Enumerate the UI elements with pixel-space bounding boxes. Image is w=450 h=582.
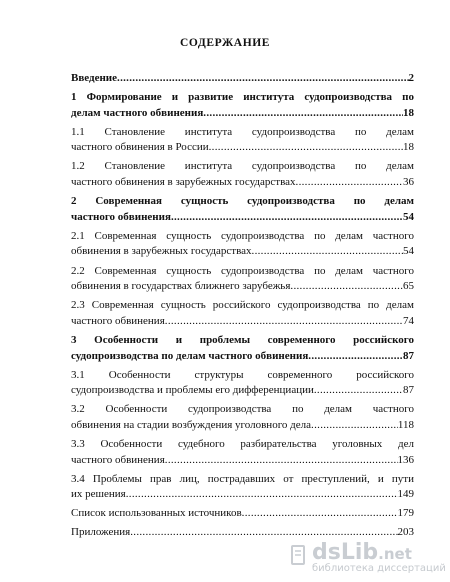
toc-leader-dots: [203, 106, 403, 122]
toc-entry: [71, 159, 414, 190]
toc-entry-text: судопроизводства по делам частного обвинения: [71, 349, 309, 362]
toc-leader-dots: [311, 418, 398, 434]
page-title: СОДЕРЖАНИЕ: [179, 37, 271, 49]
toc-entry-last-line: [71, 453, 414, 469]
toc-leader-dots: [165, 453, 398, 469]
toc-entry-text: 2 Современная сущность судопроизводства по делам: [71, 195, 414, 208]
toc-leader-dots: [130, 525, 397, 541]
toc-entry: [71, 90, 414, 121]
toc-page-number: 65: [403, 280, 414, 293]
watermark-logo-net: .net: [378, 545, 412, 563]
toc-entry: [71, 194, 414, 225]
toc-entry-text: 1.1 Становление института судопроизводства по делам: [71, 125, 414, 138]
toc-page-number: 36: [403, 176, 414, 189]
toc-entry-text: обвинения на стадии возбуждения уголовного дела: [71, 418, 312, 431]
watermark-logo-ds: ds: [312, 540, 341, 565]
toc-entry: [71, 506, 414, 522]
watermark-logo-lib: Lib: [340, 540, 379, 565]
toc-entry-text: 2.2 Современная сущность судопроизводства по делам частного: [71, 264, 414, 277]
toc-entry: [71, 368, 414, 399]
watermark-logo: [312, 540, 412, 565]
toc-entry-text: 3.1 Особенности структуры современного российского: [71, 368, 414, 381]
toc-entry: [71, 402, 414, 433]
toc-entry-text: 3.3 Особенности судебного разбирательства уголовных дел: [71, 437, 414, 450]
toc-leader-dots: [171, 210, 403, 226]
toc-page-number: 74: [403, 314, 414, 327]
toc-page-number: 18: [403, 141, 414, 154]
toc-entry-last-line: [71, 349, 414, 365]
toc-page-number: 54: [403, 245, 414, 258]
toc-entry-last-line: [71, 383, 414, 399]
toc-entry-text: 3.4 Проблемы прав лиц, пострадавших от преступлений, и пути: [71, 472, 414, 485]
toc-entry-text: 1.2 Становление института судопроизводства по делам: [71, 160, 414, 173]
toc-entry-last-line: [71, 506, 414, 522]
toc-page-number: 136: [397, 453, 414, 466]
toc-page-number: 54: [403, 210, 414, 223]
toc-entry: [71, 71, 414, 87]
toc-entry: [71, 125, 414, 156]
book-icon: [290, 544, 308, 568]
toc-entry-text: частного обвинения в России: [71, 141, 209, 154]
toc-entry-last-line: [71, 279, 414, 295]
toc-entry-last-line: [71, 418, 414, 434]
toc-entry-last-line: [71, 71, 414, 87]
toc-leader-dots: [308, 349, 403, 365]
watermark: [312, 540, 446, 574]
toc-leader-dots: [117, 71, 408, 87]
toc-leader-dots: [314, 383, 403, 399]
toc-entry-last-line: [71, 140, 414, 156]
toc-page-number: 2: [408, 72, 414, 84]
toc-leader-dots: [126, 487, 398, 503]
toc-entry-text: 1 Формирование и развитие института судопроизводства по: [71, 91, 414, 104]
toc-entry-last-line: [71, 210, 414, 226]
toc-leader-dots: [296, 175, 403, 191]
toc-entry: [71, 229, 414, 260]
toc-entry-last-line: [71, 175, 414, 191]
toc-page-number: 87: [403, 349, 414, 362]
toc-entry-text: 3 Особенности и проблемы современного российского: [71, 333, 414, 346]
toc-entry: [71, 333, 414, 364]
toc-entry-last-line: [71, 525, 414, 541]
toc-entry-text: делам частного обвинения: [71, 106, 204, 119]
toc-page-number: 18: [403, 106, 414, 119]
toc-leader-dots: [252, 244, 403, 260]
toc-entry: [71, 298, 414, 329]
toc-entry-text: судопроизводства и проблемы его дифференциации: [71, 384, 314, 397]
toc-entry-text: Приложения: [71, 526, 131, 539]
toc-entry-text: частного обвинения: [71, 453, 165, 466]
toc-page-number: 118: [397, 418, 414, 431]
toc-page-number: 87: [403, 384, 414, 397]
toc-page-number: 149: [397, 488, 414, 501]
toc-entry-text: 2.1 Современная сущность судопроизводства по делам частного: [71, 229, 414, 242]
toc-entry-last-line: [71, 314, 414, 330]
toc-entry-text: 2.3 Современная сущность российского судопроизводства по делам: [71, 299, 414, 312]
watermark-tagline: библиотека диссертаций: [312, 563, 446, 574]
toc-entry-text: частного обвинения: [71, 314, 165, 327]
toc-entry: [71, 437, 414, 468]
toc-entry-text: Введение: [71, 72, 118, 84]
toc-entry-text: обвинения в государствах ближнего зарубежья: [71, 280, 291, 293]
toc-page-number: 179: [397, 507, 414, 520]
toc-entry-text: частного обвинения в зарубежных государствах: [71, 176, 296, 189]
toc-entry-text: 3.2 Особенности судопроизводства по делам частного: [71, 403, 414, 416]
toc-entry-text: обвинения в зарубежных государствах: [71, 245, 252, 258]
toc-entry: [71, 472, 414, 503]
toc-leader-dots: [290, 279, 403, 295]
toc-leader-dots: [242, 506, 398, 522]
toc-entry-text: частного обвинения: [71, 210, 171, 223]
toc-entry-text: Список использованных источников: [71, 507, 242, 520]
table-of-contents: [71, 71, 414, 545]
toc-entry-last-line: [71, 106, 414, 122]
toc-leader-dots: [165, 314, 403, 330]
toc-entry-last-line: [71, 244, 414, 260]
toc-entry: [71, 525, 414, 541]
toc-entry-text: их решения: [71, 488, 126, 501]
toc-entry-last-line: [71, 487, 414, 503]
toc-page-number: 203: [397, 526, 414, 539]
toc-leader-dots: [209, 140, 403, 156]
toc-entry: [71, 264, 414, 295]
